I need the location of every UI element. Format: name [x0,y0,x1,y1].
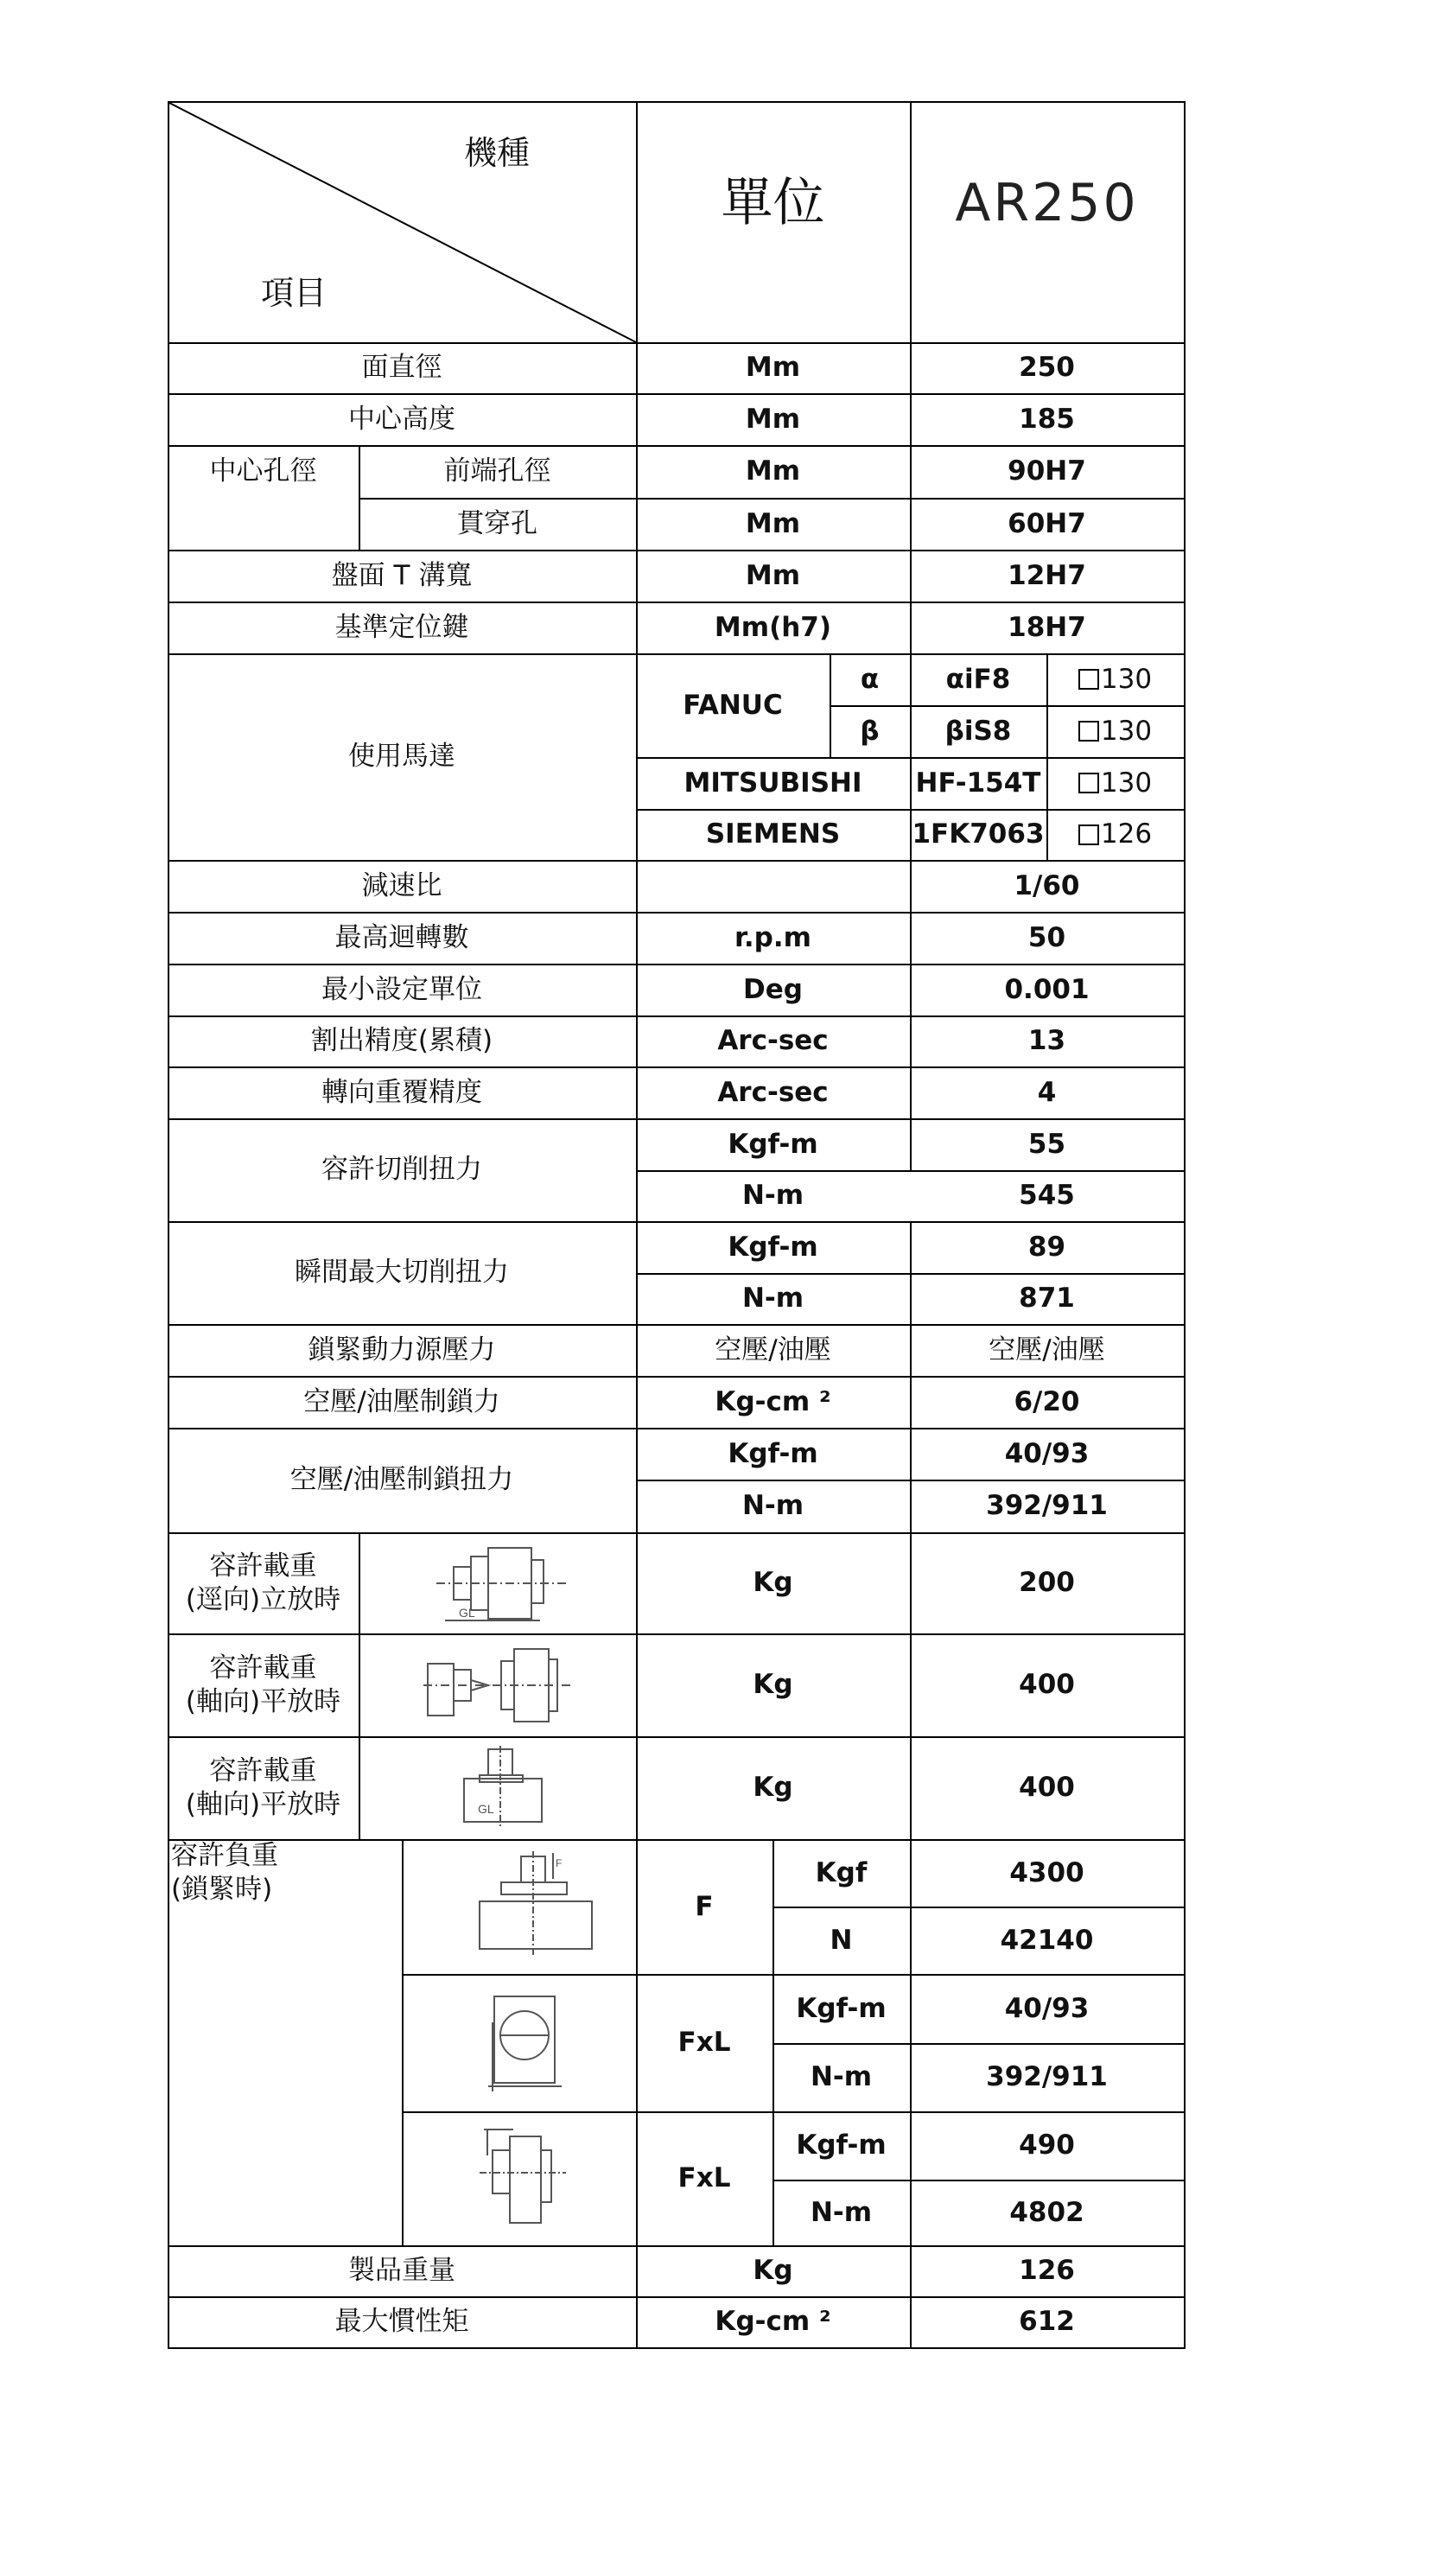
row-value-face-diameter: 250 [1019,352,1075,384]
motor-beta-frame: 130 [1046,705,1184,757]
header-model-label: 機種 [463,134,530,173]
row-item-front-hole: 前端孔徑 [443,455,551,487]
row-unit-reduction-ratio [636,860,910,912]
row-unit-front-hole: Mm [745,455,801,487]
header-unit-label: 單位 [721,172,825,233]
row-unit-load-axial-1: Kg [753,1669,793,1701]
moment-front-diagram-icon [484,1988,570,2098]
row-unit-lock-power: 空壓/油壓 [715,1334,831,1366]
allowable-load-fxl-label-1: FxL [677,2027,731,2059]
motor-alpha-symbol: α [860,663,880,695]
header-item-label: 項目 [260,274,327,313]
row-item-load-axial-2: 容許載重 (軸向)平放時 [185,1754,341,1820]
row-value-min-unit: 0.001 [1004,973,1090,1005]
motor-brand-fanuc: FANUC [683,689,783,721]
row-unit-min-unit: Deg [743,973,803,1005]
row-unit-peak-torque-kgf: Kgf-m [728,1231,818,1263]
row-unit-center-height: Mm [745,403,801,435]
svg-text:GL: GL [478,1802,494,1816]
motor-mitsubishi-frame: 130 [1046,757,1184,809]
row-value-repeatability: 4 [1037,1076,1057,1108]
row-value-center-height: 185 [1019,403,1075,435]
row-item-t-slot: 盤面 T 溝寬 [331,559,473,591]
square-frame-icon [1078,773,1099,793]
row-item-repeatability: 轉向重覆精度 [321,1076,482,1108]
row-unit-face-diameter: Mm [745,352,801,384]
allowable-load-f-unit-n: N [830,1924,853,1956]
row-value-reduction-ratio: 1/60 [1014,869,1080,901]
row-value-product-weight: 126 [1019,2255,1075,2287]
row-unit-max-rpm: r.p.m [734,921,811,953]
row-unit-lock-force: Kg-cm ² [715,1385,831,1417]
row-unit-cutting-torque-kgf: Kgf-m [728,1128,818,1160]
allowable-load-f-value-n: 42140 [1000,1924,1094,1956]
row-value-locating-key: 18H7 [1008,611,1086,643]
row-unit-indexing-accuracy: Arc-sec [717,1025,829,1057]
motor-brand-mitsubishi: MITSUBISHI [683,767,862,799]
row-value-lock-force: 6/20 [1014,1385,1080,1417]
row-item-reduction-ratio: 減速比 [361,869,442,901]
header-model-name: AR250 [955,172,1139,233]
allowable-load-fxl2-value-kgfm: 490 [1019,2130,1075,2161]
svg-text:GL: GL [459,1606,475,1620]
axial-force-diagram-icon [471,1849,601,1962]
vertical-mount-diagram-icon [428,1541,575,1627]
allowable-load-fxl1-value-nm: 392/911 [986,2061,1108,2093]
allowable-load-fxl2-unit-kgfm: Kgf-m [796,2130,887,2161]
row-value-max-rpm: 50 [1027,921,1066,953]
horizontal-mount-diagram-icon [419,1642,575,1728]
allowable-load-f-unit-kgf: Kgf [815,1856,868,1888]
row-item-max-inertia: 最大慣性矩 [334,2306,469,2338]
row-value-t-slot: 12H7 [1008,559,1086,591]
motor-beta-model: βiS8 [944,715,1012,747]
motor-siemens-frame: 126 [1046,809,1184,860]
row-item-load-radial: 容許載重 (逕向)立放時 [185,1550,341,1615]
row-value-load-axial-2: 400 [1019,1772,1075,1804]
row-unit-cutting-torque-nm: N-m [741,1180,804,1212]
row-value-load-radial: 200 [1019,1567,1075,1599]
row-item-lock-power: 鎖緊動力源壓力 [308,1334,496,1366]
allowable-load-f-value-kgf: 4300 [1009,1856,1084,1888]
flat-mount-diagram-icon [454,1744,557,1830]
row-unit-load-radial: Kg [753,1567,793,1599]
row-unit-repeatability: Arc-sec [717,1076,829,1108]
row-item-through-hole: 貫穿孔 [457,507,537,539]
motor-alpha-model: αiF8 [945,663,1011,695]
row-item-center-hole: 中心孔徑 [209,455,317,487]
row-unit-peak-torque-nm: N-m [741,1283,804,1315]
row-item-indexing-accuracy: 割出精度(累積) [310,1025,493,1057]
row-value-through-hole: 60H7 [1008,507,1086,539]
motor-siemens-model: 1FK7063 [912,818,1045,850]
row-unit-t-slot: Mm [745,559,801,591]
row-item-motor: 使用馬達 [348,741,455,773]
row-item-lock-torque: 空壓/油壓制鎖扭力 [289,1464,514,1496]
row-item-max-rpm: 最高迴轉數 [334,921,469,953]
row-unit-through-hole: Mm [745,507,801,539]
motor-brand-siemens: SIEMENS [705,818,841,850]
row-value-peak-torque-kgf: 89 [1027,1231,1066,1263]
svg-text:F: F [556,1857,563,1869]
row-value-max-inertia: 612 [1019,2306,1075,2338]
square-frame-icon [1078,824,1099,845]
moment-side-diagram-icon [475,2124,570,2235]
row-item-lock-force: 空壓/油壓制鎖力 [303,1385,500,1417]
allowable-load-f-label: F [695,1890,714,1922]
allowable-load-fxl2-unit-nm: N-m [810,2196,873,2228]
row-value-load-axial-1: 400 [1019,1669,1075,1701]
allowable-load-fxl-label-2: FxL [677,2162,731,2194]
row-value-peak-torque-nm: 871 [1019,1283,1075,1315]
row-item-peak-torque: 瞬間最大切削扭力 [295,1257,509,1289]
allowable-load-fxl1-unit-nm: N-m [810,2061,873,2093]
row-item-center-height: 中心高度 [348,403,455,435]
row-item-allowable-load: 容許負重 (鎖緊時) [171,1840,278,1905]
row-value-lock-power: 空壓/油壓 [989,1334,1105,1366]
row-unit-max-inertia: Kg-cm ² [715,2306,831,2338]
row-item-min-unit: 最小設定單位 [321,973,482,1005]
header-diagonal-line [169,103,636,342]
row-unit-product-weight: Kg [753,2255,793,2287]
row-unit-load-axial-2: Kg [753,1772,793,1804]
row-value-lock-torque-kgf: 40/93 [1004,1437,1090,1469]
row-unit-lock-torque-nm: N-m [741,1490,804,1522]
row-item-load-axial-1: 容許載重 (軸向)平放時 [185,1652,341,1717]
row-item-face-diameter: 面直徑 [361,352,442,384]
motor-alpha-frame: 130 [1046,653,1184,705]
row-value-lock-torque-nm: 392/911 [986,1490,1108,1522]
allowable-load-fxl1-unit-kgfm: Kgf-m [796,1992,887,2024]
row-value-front-hole: 90H7 [1008,455,1086,487]
motor-beta-symbol: β [860,715,880,747]
row-item-cutting-torque: 容許切削扭力 [321,1154,482,1186]
row-value-indexing-accuracy: 13 [1027,1025,1066,1057]
square-frame-icon [1078,721,1099,742]
motor-mitsubishi-model: HF-154T [915,767,1041,799]
row-unit-lock-torque-kgf: Kgf-m [728,1437,818,1469]
row-unit-locating-key: Mm(h7) [714,611,832,643]
row-item-locating-key: 基準定位鍵 [334,611,469,643]
square-frame-icon [1078,669,1099,690]
allowable-load-fxl1-value-kgfm: 40/93 [1004,1992,1090,2024]
row-item-product-weight: 製品重量 [348,2255,455,2287]
row-value-cutting-torque-nm: 545 [1019,1180,1075,1212]
row-value-cutting-torque-kgf: 55 [1027,1128,1066,1160]
allowable-load-fxl2-value-nm: 4802 [1009,2196,1084,2228]
